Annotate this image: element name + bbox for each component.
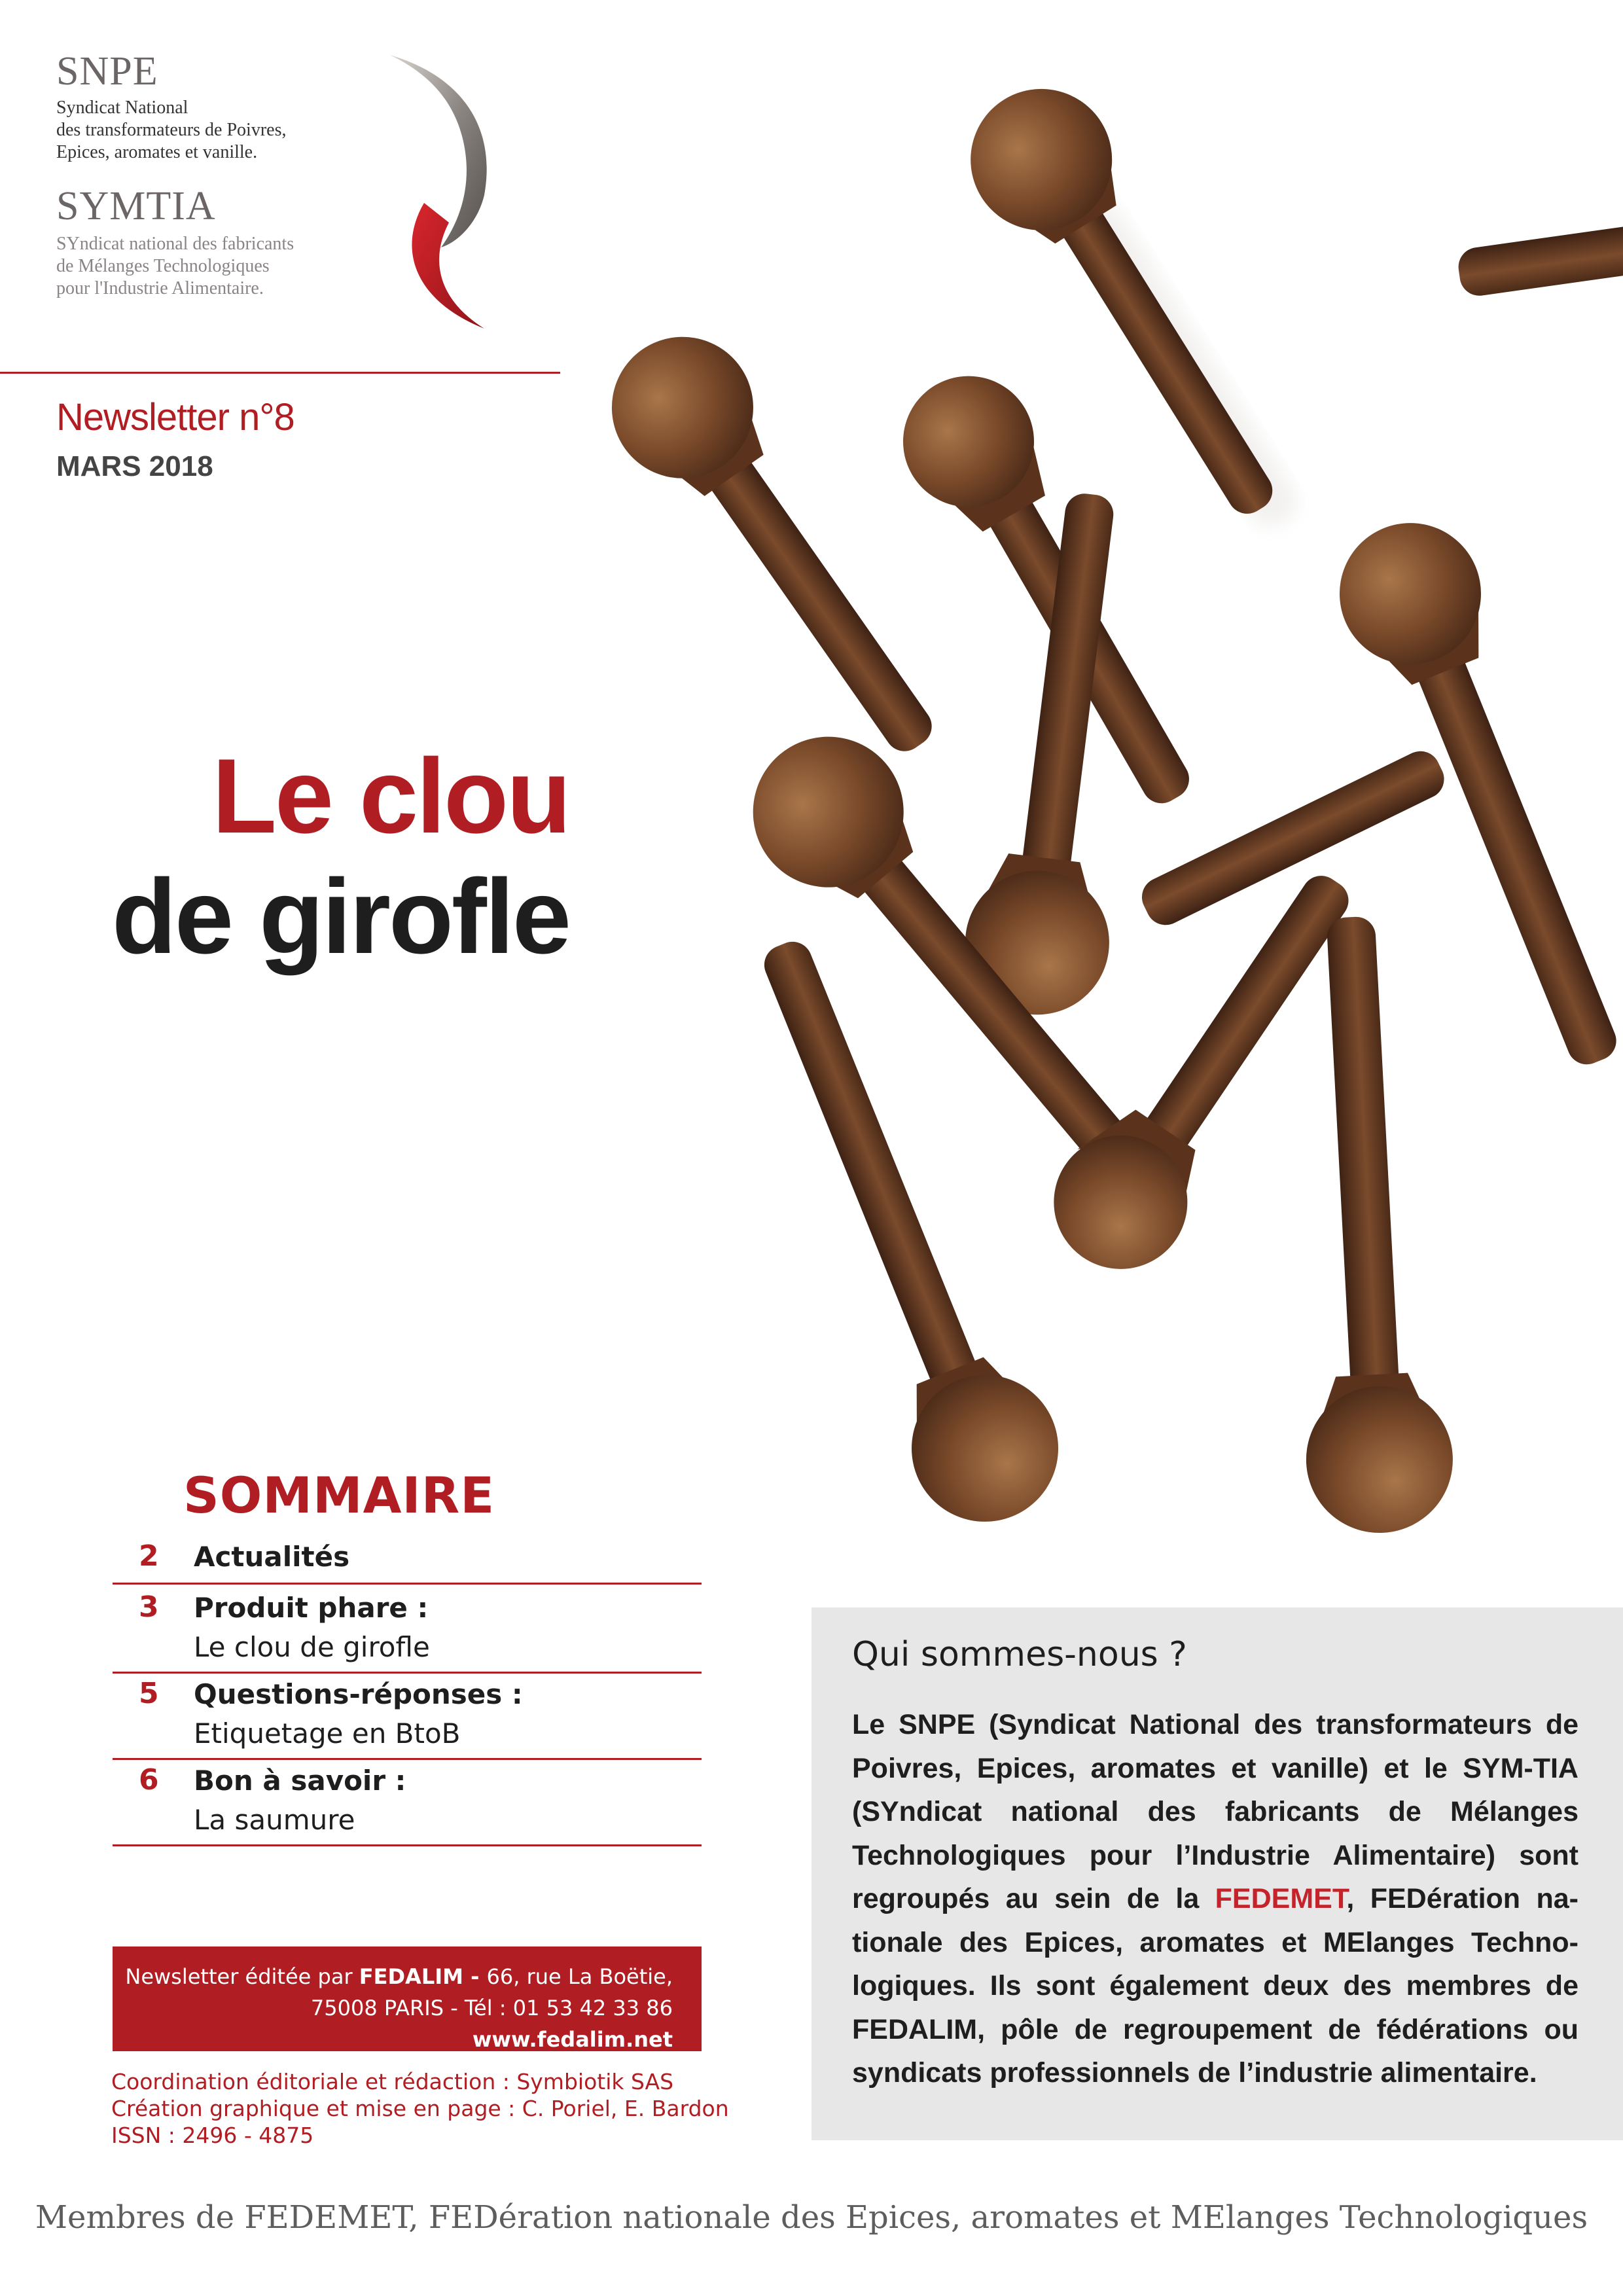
swoosh-emblem <box>386 51 510 332</box>
about-title: Qui sommes-nous ? <box>852 1635 1187 1674</box>
sommaire-item-heading: Questions-réponses : <box>194 1678 523 1710</box>
sommaire-item-number: 3 <box>139 1590 159 1624</box>
sommaire-title: SOMMAIRE <box>183 1466 495 1524</box>
sommaire-item-subtitle: Etiquetage en BtoB <box>194 1717 461 1749</box>
publisher-address: 66, rue La Boëtie, <box>486 1964 673 1989</box>
about-panel <box>812 1607 1623 2140</box>
sommaire-item-heading: Produit phare : <box>194 1592 429 1624</box>
symtia-desc-3: pour l'Industrie Alimentaire. <box>56 278 264 298</box>
sommaire-item-heading: Actualités <box>194 1541 350 1573</box>
sommaire-item-number: 5 <box>139 1677 159 1710</box>
clove-photo <box>589 0 1623 1610</box>
symtia-desc-1: SYndicat national des fabricants <box>56 234 294 254</box>
sommaire-item[interactable] <box>113 1589 702 1674</box>
snpe-desc-1: Syndicat National <box>56 98 188 118</box>
footer-members: Membres de FEDEMET, FEDération nationale des Epices, aromates et MElanges Technologiques <box>35 2199 1588 2236</box>
sommaire-item[interactable] <box>113 1676 702 1760</box>
about-body-part1: Le SNPE (Syndicat National des transformateurs de Poivres, Epices, aromates et vanille) et le SYM-TIA (SYndicat national des fabricants de Mélanges Technologiques pour l’Industrie Alimentaire) sont regroupés au sein de la <box>852 1709 1578 1914</box>
snpe-desc-3: Epices, aromates et vanille. <box>56 142 258 162</box>
newsletter-title: Newsletter n°8 <box>56 396 294 439</box>
sommaire-item-number: 6 <box>139 1763 159 1797</box>
snpe-logo <box>56 51 397 164</box>
sommaire-item[interactable] <box>113 1538 702 1585</box>
symtia-logo <box>56 186 397 300</box>
publisher-line-2: 75008 PARIS - Tél : 01 53 42 33 86 <box>310 1996 673 2020</box>
sommaire-item-subtitle: La saumure <box>194 1804 355 1836</box>
credits-line: ISSN : 2496 - 4875 <box>111 2123 314 2148</box>
about-body-highlight: FEDEMET <box>1215 1883 1347 1914</box>
publisher-website-link[interactable]: www.fedalim.net <box>472 2027 673 2052</box>
clove-2 <box>1456 207 1623 298</box>
about-body-part2: , FEDération na-tionale des Epices, aromates et MElanges Techno-logiques. Ils sont également deux des membres de FEDALIM, pôle de regroupement de fédérations ou syndicats professionnels de l’industrie alimentaire. <box>852 1883 1578 2089</box>
sommaire-item-number: 2 <box>139 1539 159 1573</box>
hero-title-line2: de girofle <box>111 857 569 976</box>
hero-title-line1: Le clou <box>211 737 569 855</box>
symtia-name: SYMTIA <box>56 184 216 228</box>
publisher-name: FEDALIM - <box>359 1964 487 1989</box>
clove-3 <box>589 309 977 785</box>
header-divider <box>0 372 560 374</box>
snpe-desc-2: des transformateurs de Poivres, <box>56 120 287 140</box>
symtia-desc-2: de Mélanges Technologiques <box>56 256 270 276</box>
publisher-prefix: Newsletter éditée par <box>125 1964 359 1989</box>
newsletter-date: MARS 2018 <box>56 450 213 482</box>
credits-line: Création graphique et mise en page : C. Poriel, E. Bardon <box>111 2096 729 2121</box>
sommaire-item-subtitle: Le clou de girofle <box>194 1631 430 1663</box>
publisher-box <box>113 1946 702 2051</box>
credits <box>111 2068 729 2149</box>
credits-line: Coordination éditoriale et rédaction : Symbiotik SAS <box>111 2069 674 2094</box>
snpe-name: SNPE <box>56 49 158 94</box>
about-body <box>852 1703 1578 2095</box>
publisher-line-1 <box>113 1961 673 1992</box>
clove-11 <box>1278 913 1457 1536</box>
sommaire-item[interactable] <box>113 1762 702 1846</box>
sommaire-item-heading: Bon à savoir : <box>194 1765 406 1797</box>
